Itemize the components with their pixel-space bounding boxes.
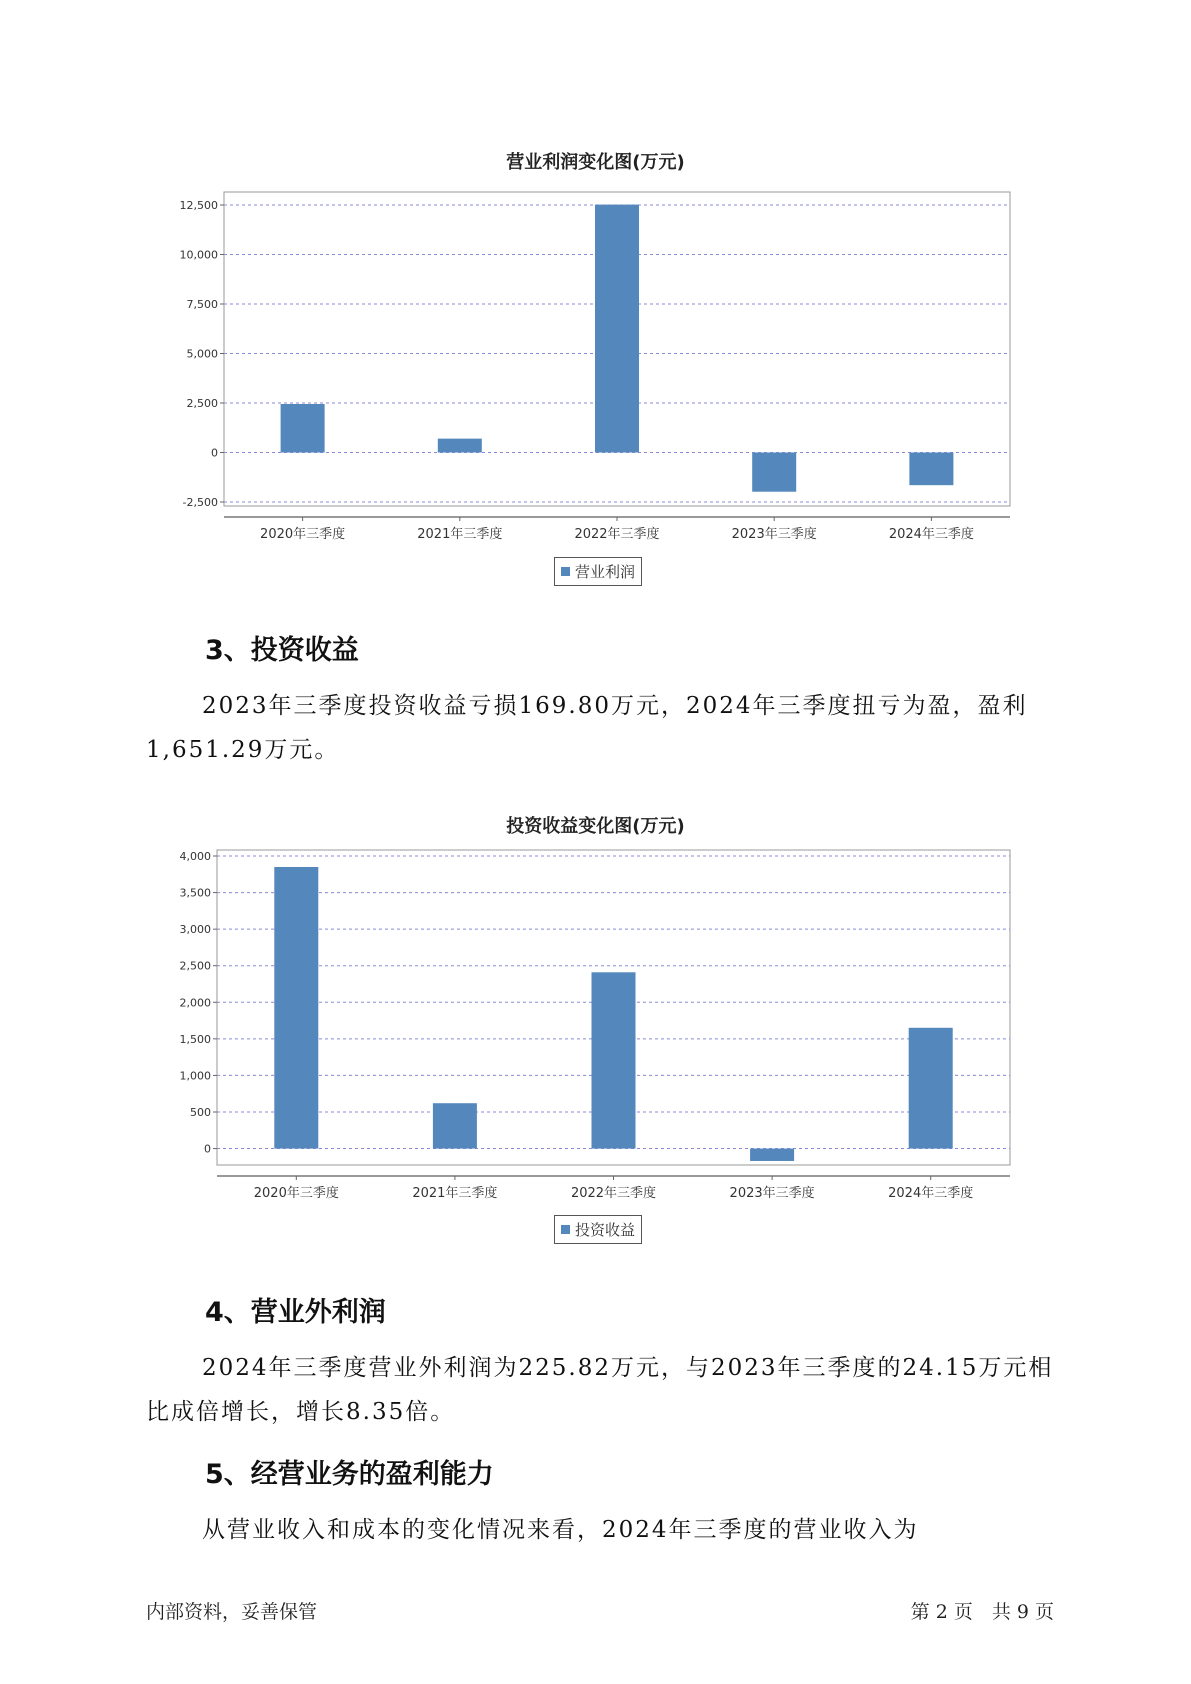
y-tick-label: 7,500 xyxy=(186,298,218,311)
section-4-heading: 4、营业外利润 xyxy=(205,1297,386,1328)
x-tick-label: 2023年三季度 xyxy=(731,527,817,542)
bar xyxy=(592,972,636,1148)
y-tick-label: 4,000 xyxy=(179,850,211,863)
chart-2-title: 投资收益变化图(万元) xyxy=(506,816,685,837)
x-tick-label: 2024年三季度 xyxy=(888,1186,974,1201)
section-3-heading: 3、投资收益 xyxy=(205,635,359,666)
y-tick-label: 0 xyxy=(204,1142,211,1156)
y-tick-label: 3,000 xyxy=(179,923,211,937)
x-tick-label: 2020年三季度 xyxy=(260,527,346,542)
x-tick-label: 2024年三季度 xyxy=(888,527,974,542)
bar xyxy=(750,1149,794,1161)
x-tick-label: 2021年三季度 xyxy=(412,1186,498,1201)
legend-label: 营业利润 xyxy=(575,563,636,581)
y-tick-label: -2,500 xyxy=(182,496,218,509)
y-tick-label: 500 xyxy=(190,1105,211,1119)
y-tick-label: 5,000 xyxy=(186,347,218,361)
section-4-paragraph: 2024年三季度营业外利润为225.82万元，与2023年三季度的24.15万元相比成倍增长，增长8.35倍。 xyxy=(146,1355,1054,1425)
y-tick-label: 2,500 xyxy=(179,959,211,973)
legend-swatch xyxy=(561,1225,570,1234)
legend-label: 投资收益 xyxy=(575,1221,636,1239)
x-tick-label: 2022年三季度 xyxy=(570,1186,657,1201)
x-tick-label: 2023年三季度 xyxy=(729,1186,815,1201)
footer-left: 内部资料，妥善保管 xyxy=(146,1601,318,1623)
y-tick-label: 0 xyxy=(211,446,218,460)
section-3-paragraph: 2023年三季度投资收益亏损169.80万元，2024年三季度扭亏为盈，盈利1,651.29万元。 xyxy=(146,693,1028,763)
y-tick-label: 2,000 xyxy=(179,996,211,1010)
section-5-heading: 5、经营业务的盈利能力 xyxy=(205,1459,494,1490)
x-tick-label: 2021年三季度 xyxy=(417,527,503,542)
y-tick-label: 2,500 xyxy=(186,397,218,410)
bar xyxy=(274,867,318,1149)
x-tick-label: 2020年三季度 xyxy=(253,1186,339,1201)
chart-2-legend xyxy=(554,1215,642,1244)
y-tick-label: 3,500 xyxy=(179,886,211,900)
y-tick-label: 10,000 xyxy=(179,248,218,262)
x-tick-label: 2022年三季度 xyxy=(574,527,660,542)
y-tick-label: 12,500 xyxy=(179,199,218,212)
chart-1-title: 营业利润变化图(万元) xyxy=(506,152,685,173)
bar xyxy=(909,1028,953,1149)
y-tick-label: 1,000 xyxy=(179,1069,211,1083)
y-tick-label: 1,500 xyxy=(179,1032,211,1046)
bar xyxy=(433,1103,477,1148)
footer-page-number: 第 2 页 共 9 页 xyxy=(910,1601,1054,1623)
section-5-paragraph: 从营业收入和成本的变化情况来看，2024年三季度的营业收入为 xyxy=(202,1517,919,1543)
